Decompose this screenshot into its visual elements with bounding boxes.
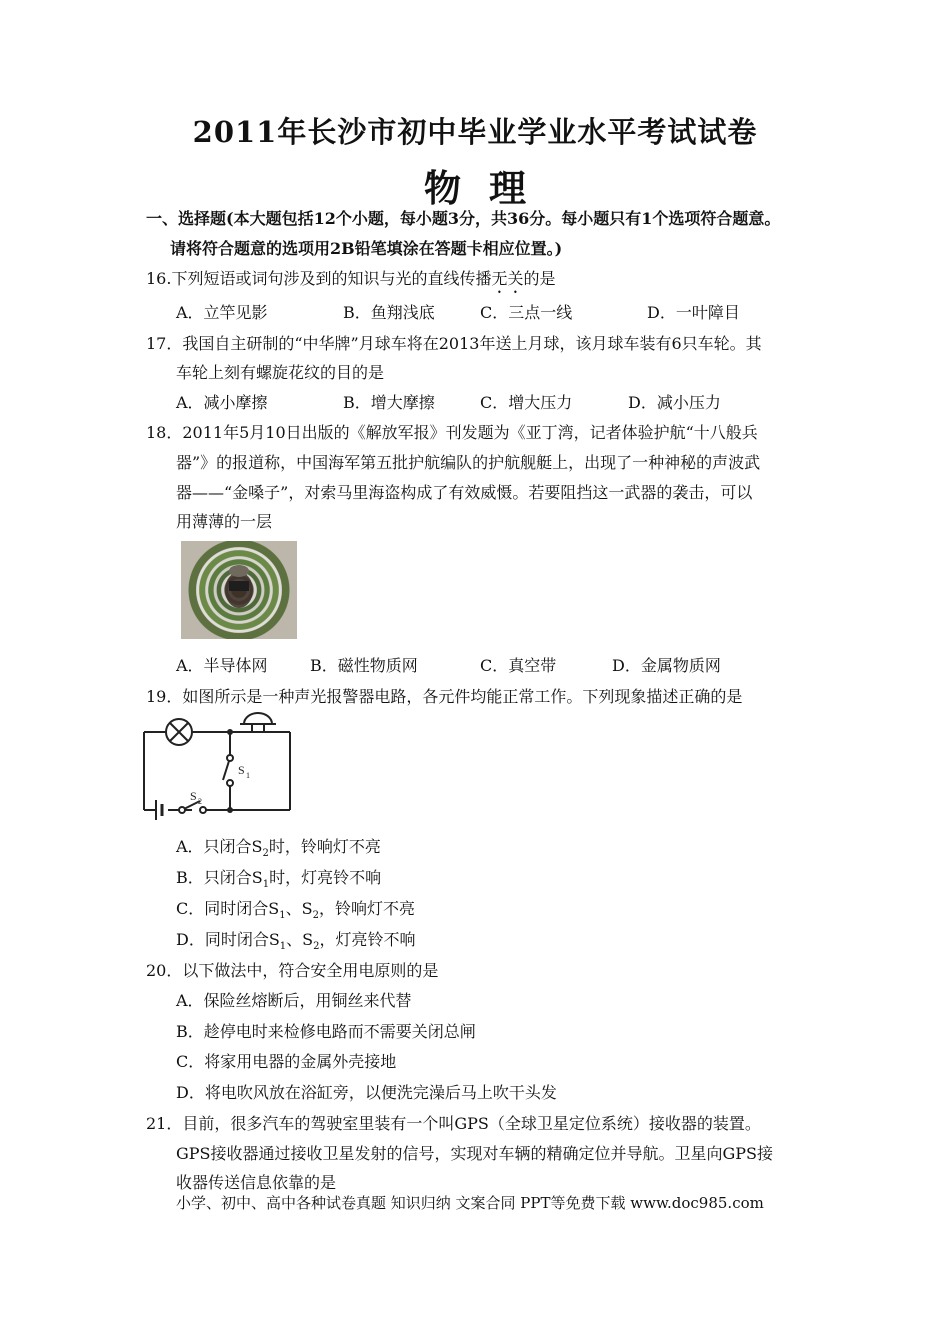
q16-stem-pre: 16.下列短语或词句涉及到的知识与光的直线传播 [146, 269, 492, 288]
q19-option-c: C．同时闭合$S_1$、$S_2$，铃响灯不亮 [176, 899, 415, 922]
battery-icon [156, 800, 162, 820]
footer-ad: 小学、初中、高中各种试卷真题 知识归纳 文案合同 PPT等免费下载 www.doc985.com [176, 1194, 764, 1212]
q19-option-a: A．只闭合$S_2$时，铃响灯不亮 [176, 837, 381, 860]
q19-option-d: D．同时闭合$S_1$、$S_2$，灯亮铃不响 [176, 930, 416, 953]
sound-weapon-photo [181, 541, 297, 639]
q16-option-d: D．一叶障目 [647, 303, 740, 322]
question-18-line4: 用薄薄的一层 [176, 512, 273, 531]
s1-label: S [238, 763, 245, 777]
s2-label: S [190, 789, 197, 803]
question-18-line1: 18．2011年5月10日出版的《解放军报》刊发题为《亚丁湾，记者体验护航“十八般兵 [146, 423, 758, 442]
question-21-line2: GPS接收器通过接收卫星发射的信号，实现对车辆的精确定位并导航。卫星向GPS接 [176, 1144, 774, 1163]
q20-option-d: D．将电吹风放在浴缸旁，以便洗完澡后马上吹干头发 [176, 1083, 557, 1102]
question-17-line1: 17．我国自主研制的“中华牌”月球车将在2013年送上月球，该月球车装有6只车轮。其 [146, 334, 762, 353]
circuit-diagram [140, 710, 300, 825]
question-20-stem: 20．以下做法中，符合安全用电原则的是 [146, 961, 439, 980]
q18-option-d: D．金属物质网 [612, 656, 721, 675]
section-heading-line1: 一、选择题(本大题包括12个小题，每小题3分，共36分。每小题只有1个选项符合题意。 [146, 209, 781, 228]
q20-option-a: A．保险丝熔断后，用铜丝来代替 [176, 991, 412, 1010]
junction-dot-bottom [227, 807, 233, 813]
q18-option-c: C．真空带 [480, 656, 557, 675]
question-18-line2: 器”》的报道称，中国海军第五批护航编队的护航舰艇上，出现了一种神秘的声波武 [176, 453, 761, 472]
q18-option-a: A．半导体网 [176, 656, 268, 675]
section-heading-line2: 请将符合题意的选项用2B铅笔填涂在答题卡相应位置。) [170, 239, 563, 258]
question-17-line2: 车轮上刻有螺旋花纹的目的是 [176, 363, 385, 382]
q16-stem-emphasis: 无关 [491, 269, 524, 288]
subject-title: 物理 [424, 166, 554, 210]
junction-dot-top [227, 729, 233, 735]
question-19-stem: 19．如图所示是一种声光报警器电路，各元件均能正常工作。下列现象描述正确的是 [146, 687, 743, 706]
q16-stem-post: 的是 [523, 269, 556, 288]
q17-option-c: C．增大压力 [480, 393, 573, 412]
q16-option-b: B．鱼翔浅底 [343, 303, 435, 322]
question-21-line1: 21．目前，很多汽车的驾驶室里装有一个叫GPS（全球卫星定位系统）接收器的装置。 [146, 1114, 761, 1133]
q17-option-d: D．减小压力 [628, 393, 721, 412]
q16-option-a: A．立竿见影 [176, 303, 268, 322]
switch-s1-icon [223, 755, 233, 786]
lamp-icon [166, 719, 192, 745]
s2-label-sub: 2 [198, 797, 202, 806]
q17-option-b: B．增大摩擦 [343, 393, 435, 412]
s1-label-sub: 1 [246, 771, 250, 780]
q20-option-b: B．趁停电时来检修电路而不需要关闭总闸 [176, 1022, 476, 1041]
q20-option-c: C．将家用电器的金属外壳接地 [176, 1052, 397, 1071]
question-16-stem [146, 266, 555, 297]
bell-icon [240, 713, 276, 732]
question-21-line3: 收器传送信息依靠的是 [176, 1173, 337, 1192]
q17-option-a: A．减小摩擦 [176, 393, 268, 412]
q16-option-c: C．三点一线 [480, 303, 573, 322]
exam-title: 2011年长沙市初中毕业学业水平考试试卷 [192, 115, 758, 149]
q19-option-b: B．只闭合$S_1$时，灯亮铃不响 [176, 868, 382, 891]
q18-option-b: B．磁性物质网 [310, 656, 418, 675]
question-18-line3: 器——“金嗓子”，对索马里海盗构成了有效威慑。若要阻挡这一武器的袭击，可以 [176, 483, 753, 502]
